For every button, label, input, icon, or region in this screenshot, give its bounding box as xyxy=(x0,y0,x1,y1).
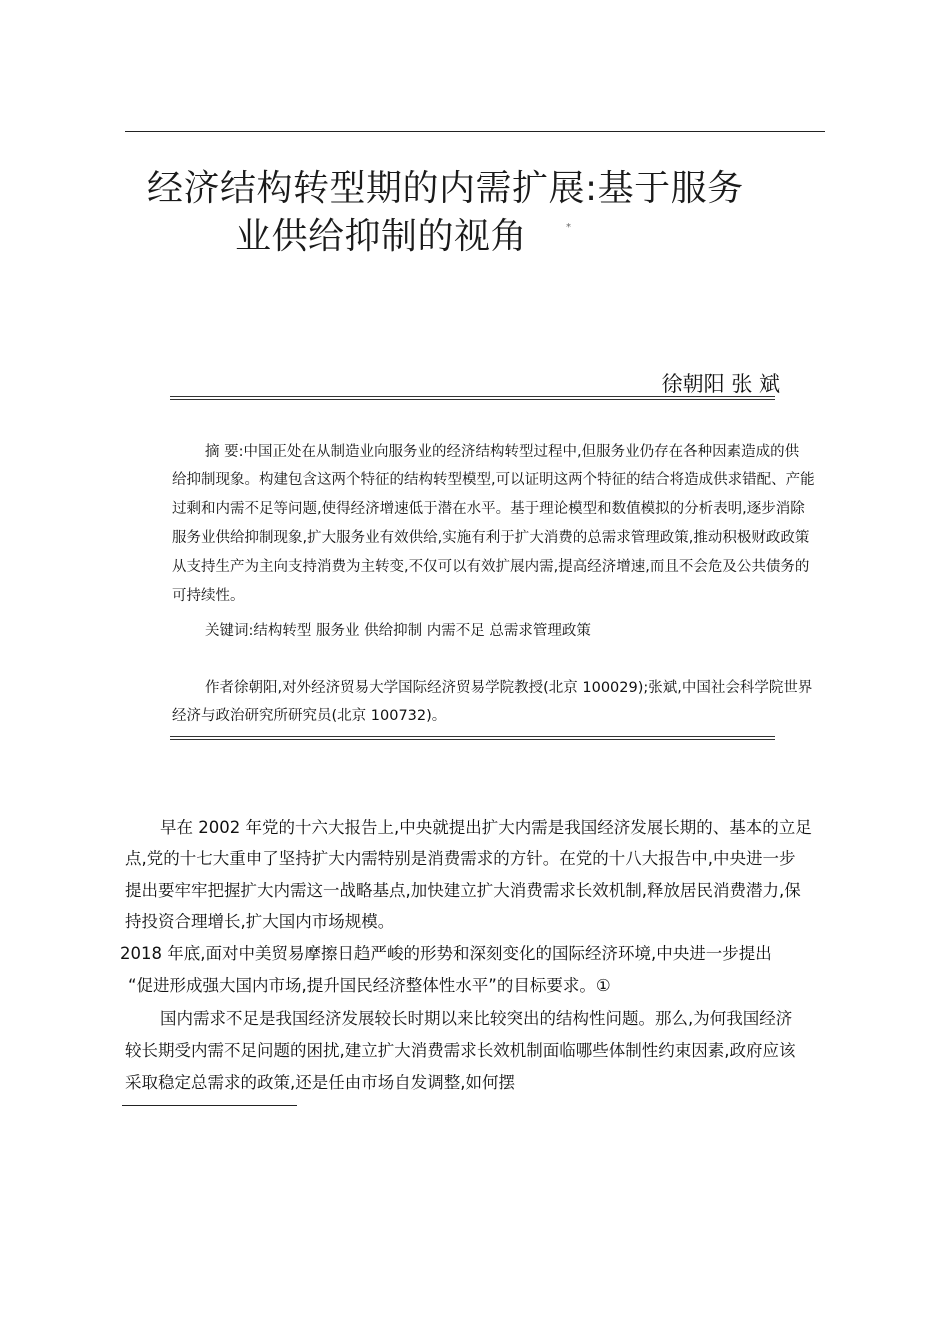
body-line: 采取稳定总需求的政策,还是任由市场自发调整,如何摆 xyxy=(125,1073,515,1092)
body-line: 点,党的十七大重申了坚持扩大内需特别是消费需求的方针。在党的十八大报告中,中央进一步 xyxy=(125,849,796,868)
abstract-line: 给抑制现象。构建包含这两个特征的结构转型模型,可以证明这两个特征的结合将造成供求错配、产能 xyxy=(172,472,815,488)
title-footnote-mark: * xyxy=(566,222,571,233)
body-line: 持投资合理增长,扩大国内市场规模。 xyxy=(125,912,395,931)
abstract-line: 摘 要:中国正处在从制造业向服务业的经济结构转型过程中,但服务业仍存在各种因素造成的供 xyxy=(205,444,800,460)
top-rule xyxy=(125,131,825,132)
author-info-line: 作者徐朝阳,对外经济贸易大学国际经济贸易学院教授(北京 100029);张斌,中国社会科学院世界 xyxy=(205,680,813,696)
double-rule-top xyxy=(170,396,775,400)
body-line: 2018 年底,面对中美贸易摩擦日趋严峻的形势和深刻变化的国际经济环境,中央进一步提出 xyxy=(120,944,772,963)
body-line: 早在 2002 年党的十六大报告上,中央就提出扩大内需是我国经济发展长期的、基本的立足 xyxy=(160,818,812,837)
double-rule-bottom xyxy=(170,736,775,740)
abstract-line: 服务业供给抑制现象,扩大服务业有效供给,实施有利于扩大消费的总需求管理政策,推动积极财政政策 xyxy=(172,530,810,546)
authors: 徐朝阳 张 斌 xyxy=(661,372,780,396)
body-line: 提出要牢牢把握扩大内需这一战略基点,加快建立扩大消费需求长效机制,释放居民消费潜力,保 xyxy=(125,881,801,900)
abstract-line: 可持续性。 xyxy=(172,588,245,604)
body-line: “促进形成强大国内市场,提升国民经济整体性水平”的目标要求。① xyxy=(128,976,611,995)
body-line: 国内需求不足是我国经济发展较长时期以来比较突出的结构性问题。那么,为何我国经济 xyxy=(160,1009,793,1028)
author-info-line: 经济与政治研究所研究员(北京 100732)。 xyxy=(172,708,447,724)
keywords: 关键词:结构转型 服务业 供给抑制 内需不足 总需求管理政策 xyxy=(205,623,591,639)
footnote-rule xyxy=(122,1105,297,1106)
abstract-line: 从支持生产为主向支持消费为主转变,不仅可以有效扩展内需,提高经济增速,而且不会危及公共债务的 xyxy=(172,559,810,575)
abstract-line: 过剩和内需不足等问题,使得经济增速低于潜在水平。基于理论模型和数值模拟的分析表明,逐步消除 xyxy=(172,501,805,517)
body-line: 较长期受内需不足问题的困扰,建立扩大消费需求长效机制面临哪些体制性约束因素,政府应该 xyxy=(125,1041,796,1060)
title-line-1: 经济结构转型期的内需扩展:基于服务 xyxy=(147,168,744,209)
title-line-2: 业供给抑制的视角 xyxy=(235,216,528,257)
